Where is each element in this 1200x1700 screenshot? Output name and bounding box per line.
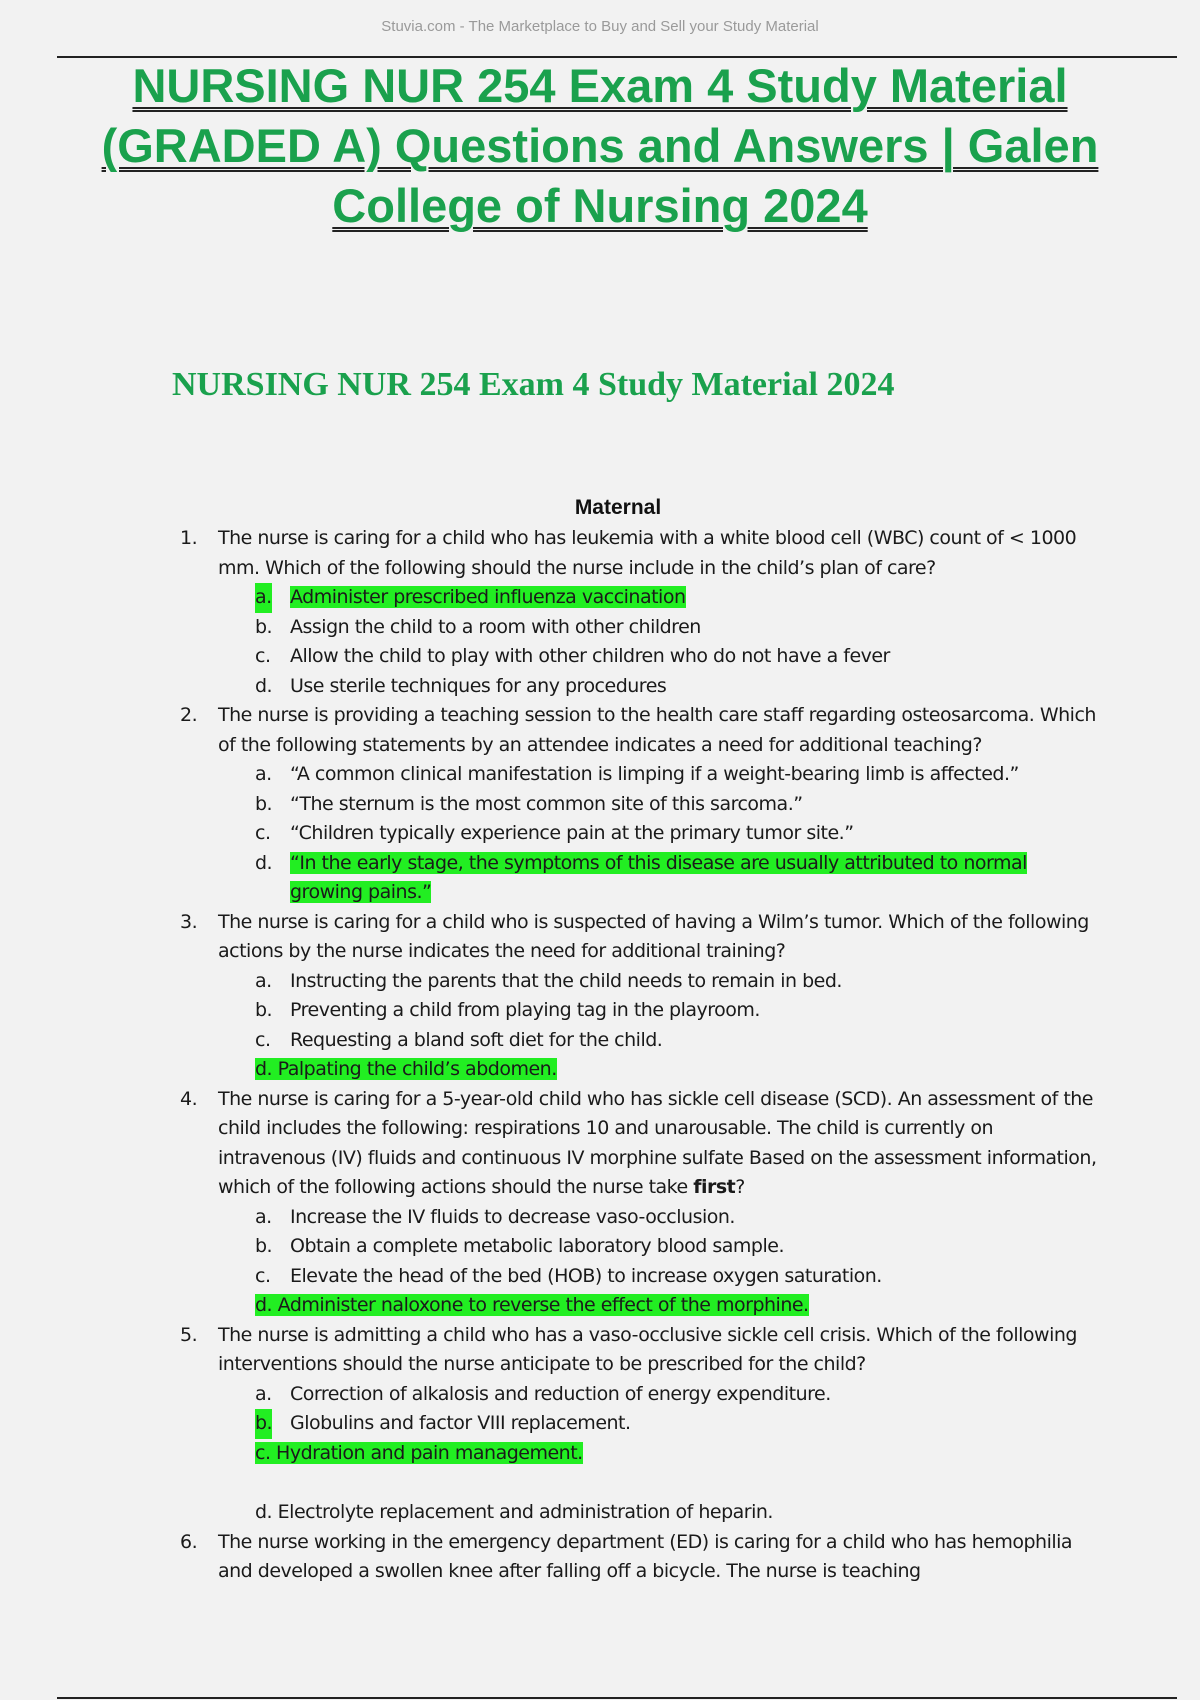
option-letter: a. [255,763,272,785]
option-4d [0,1291,1080,1321]
question-number: 3. [180,910,198,933]
option-text: Requesting a bland soft diet for the child. [290,1028,663,1051]
option-letter: a. [255,969,272,992]
option-text: Administer prescribed influenza vaccination [290,586,686,608]
option-text: Increase the IV fluids to decrease vaso-occlusion. [290,1205,735,1228]
question-5 [0,1321,1098,1380]
option-text: Preventing a child from playing tag in the playroom. [290,999,760,1021]
option-letter: c. [255,822,271,844]
question-number: 2. [180,704,198,726]
option-5c [0,1439,1080,1469]
question-number: 6. [180,1530,198,1553]
option-text: Elevate the head of the bed (HOB) to increase oxygen saturation. [290,1264,882,1287]
option-5d [0,1498,1080,1528]
option-letter: c. [255,1441,271,1464]
option-answer [255,1058,557,1080]
option-text: Globulins and factor VIII replacement. [290,1412,631,1434]
option-letter: b. [255,999,273,1021]
option-letter: d. [255,1501,273,1523]
question-text-end: ? [735,1176,745,1198]
question-number: 5. [180,1323,198,1346]
question-emphasis: first [693,1176,736,1198]
option-text: “Children typically experience pain at the primary tumor site.” [290,822,854,844]
section-heading: Maternal [574,496,662,519]
question-4 [0,1085,1098,1203]
watermark: Stuvia.com - The Marketplace to Buy and Sell your Study Material [381,18,819,35]
title-line-3: College of Nursing 2024 [332,179,868,232]
option-text: “A common clinical manifestation is limping if a weight-bearing limb is affected.” [290,763,1019,785]
option-answer [255,1294,809,1316]
question-text: The nurse is caring for a 5-year-old child who has sickle cell disease (SCD). An assessment of the child includes the following: respirations 10 and unarousable. The child is currently on intravenous (IV) fluids and continuous IV morphine sulfate Based on the assessment information, which of the following actions should the nurse take [218,1087,1097,1198]
option-2d [0,849,1080,908]
option-4c [0,1262,1080,1292]
option-letter: c. [255,645,271,667]
option-letter: d. [255,1294,273,1316]
spacer [0,1468,1200,1498]
option-letter: c. [255,1028,271,1051]
option-text: Use sterile techniques for any procedures [290,674,667,697]
option-letter: a. [255,583,272,613]
question-1 [0,524,1098,583]
sub-title: NURSING NUR 254 Exam 4 Study Material 2024 [172,366,895,403]
option-4b [0,1232,1080,1262]
question-number: 4. [180,1087,198,1110]
option-letter: a. [255,1382,272,1405]
option-letter: d. [255,1058,273,1080]
question-text: The nurse is providing a teaching session to the health care staff regarding osteosarcoma. Which of the following statements by an attendee indicates a need for additional teaching? [218,704,1096,756]
option-text: Allow the child to play with other children who do not have a fever [290,645,890,667]
option-letter: d. [255,674,273,697]
option-letter: b. [255,615,273,638]
title-line-1: NURSING NUR 254 Exam 4 Study Material [132,59,1068,112]
option-text: Correction of alkalosis and reduction of energy expenditure. [290,1382,831,1405]
option-text: “In the early stage, the symptoms of this disease are usually attributed to normal growing pains.” [290,851,1027,903]
option-5b [0,1409,1080,1439]
option-text: Administer naloxone to reverse the effect of the morphine. [277,1294,809,1316]
option-1c [0,642,1080,672]
question-2 [0,701,1098,760]
main-title [60,56,1140,236]
question-3 [0,908,1098,967]
option-letter: b. [255,1409,272,1439]
option-letter: b. [255,792,273,815]
option-text: “The sternum is the most common site of this sarcoma.” [290,792,803,815]
option-letter: b. [255,1235,273,1257]
option-2b [0,790,1080,820]
question-text: The nurse is caring for a child who is suspected of having a Wilm’s tumor. Which of the following actions by the nurse indicates the need for additional training? [218,910,1089,962]
option-text: Obtain a complete metabolic laboratory blood sample. [290,1235,784,1257]
question-text: The nurse is caring for a child who has leukemia with a white blood cell (WBC) count of < 1000 mm. Which of the following should the nurse include in the child’s plan of care? [218,527,1077,579]
option-4a [0,1203,1080,1233]
option-text: Hydration and pain management. [276,1441,583,1464]
option-text: Palpating the child’s abdomen. [277,1058,557,1080]
option-2c [0,819,1080,849]
option-letter: c. [255,1264,271,1287]
option-1b [0,613,1080,643]
option-5a [0,1380,1080,1410]
option-1d [0,672,1080,702]
option-3d [0,1055,1080,1085]
option-1a [0,583,1080,613]
question-text: The nurse is admitting a child who has a vaso-occlusive sickle cell crisis. Which of the following interventions should the nurse anticipate to be prescribed for the child? [218,1323,1077,1375]
bottom-rule [57,1697,1177,1699]
question-list [0,524,1200,1587]
option-3c [0,1026,1080,1056]
title-line-2: (GRADED A) Questions and Answers | Galen [101,119,1099,172]
question-number: 1. [180,527,198,549]
question-6 [0,1528,1098,1587]
question-text: The nurse working in the emergency department (ED) is caring for a child who has hemophilia and developed a swollen knee after falling off a bicycle. The nurse is teaching [218,1530,1073,1582]
option-2a [0,760,1080,790]
option-text: Electrolyte replacement and administration of heparin. [277,1501,773,1523]
option-3a [0,967,1080,997]
option-text: Assign the child to a room with other children [290,615,701,638]
option-3b [0,996,1080,1026]
option-text: Instructing the parents that the child needs to remain in bed. [290,969,842,992]
option-letter: d. [255,851,273,874]
option-answer [255,1442,583,1464]
option-letter: a. [255,1205,272,1228]
